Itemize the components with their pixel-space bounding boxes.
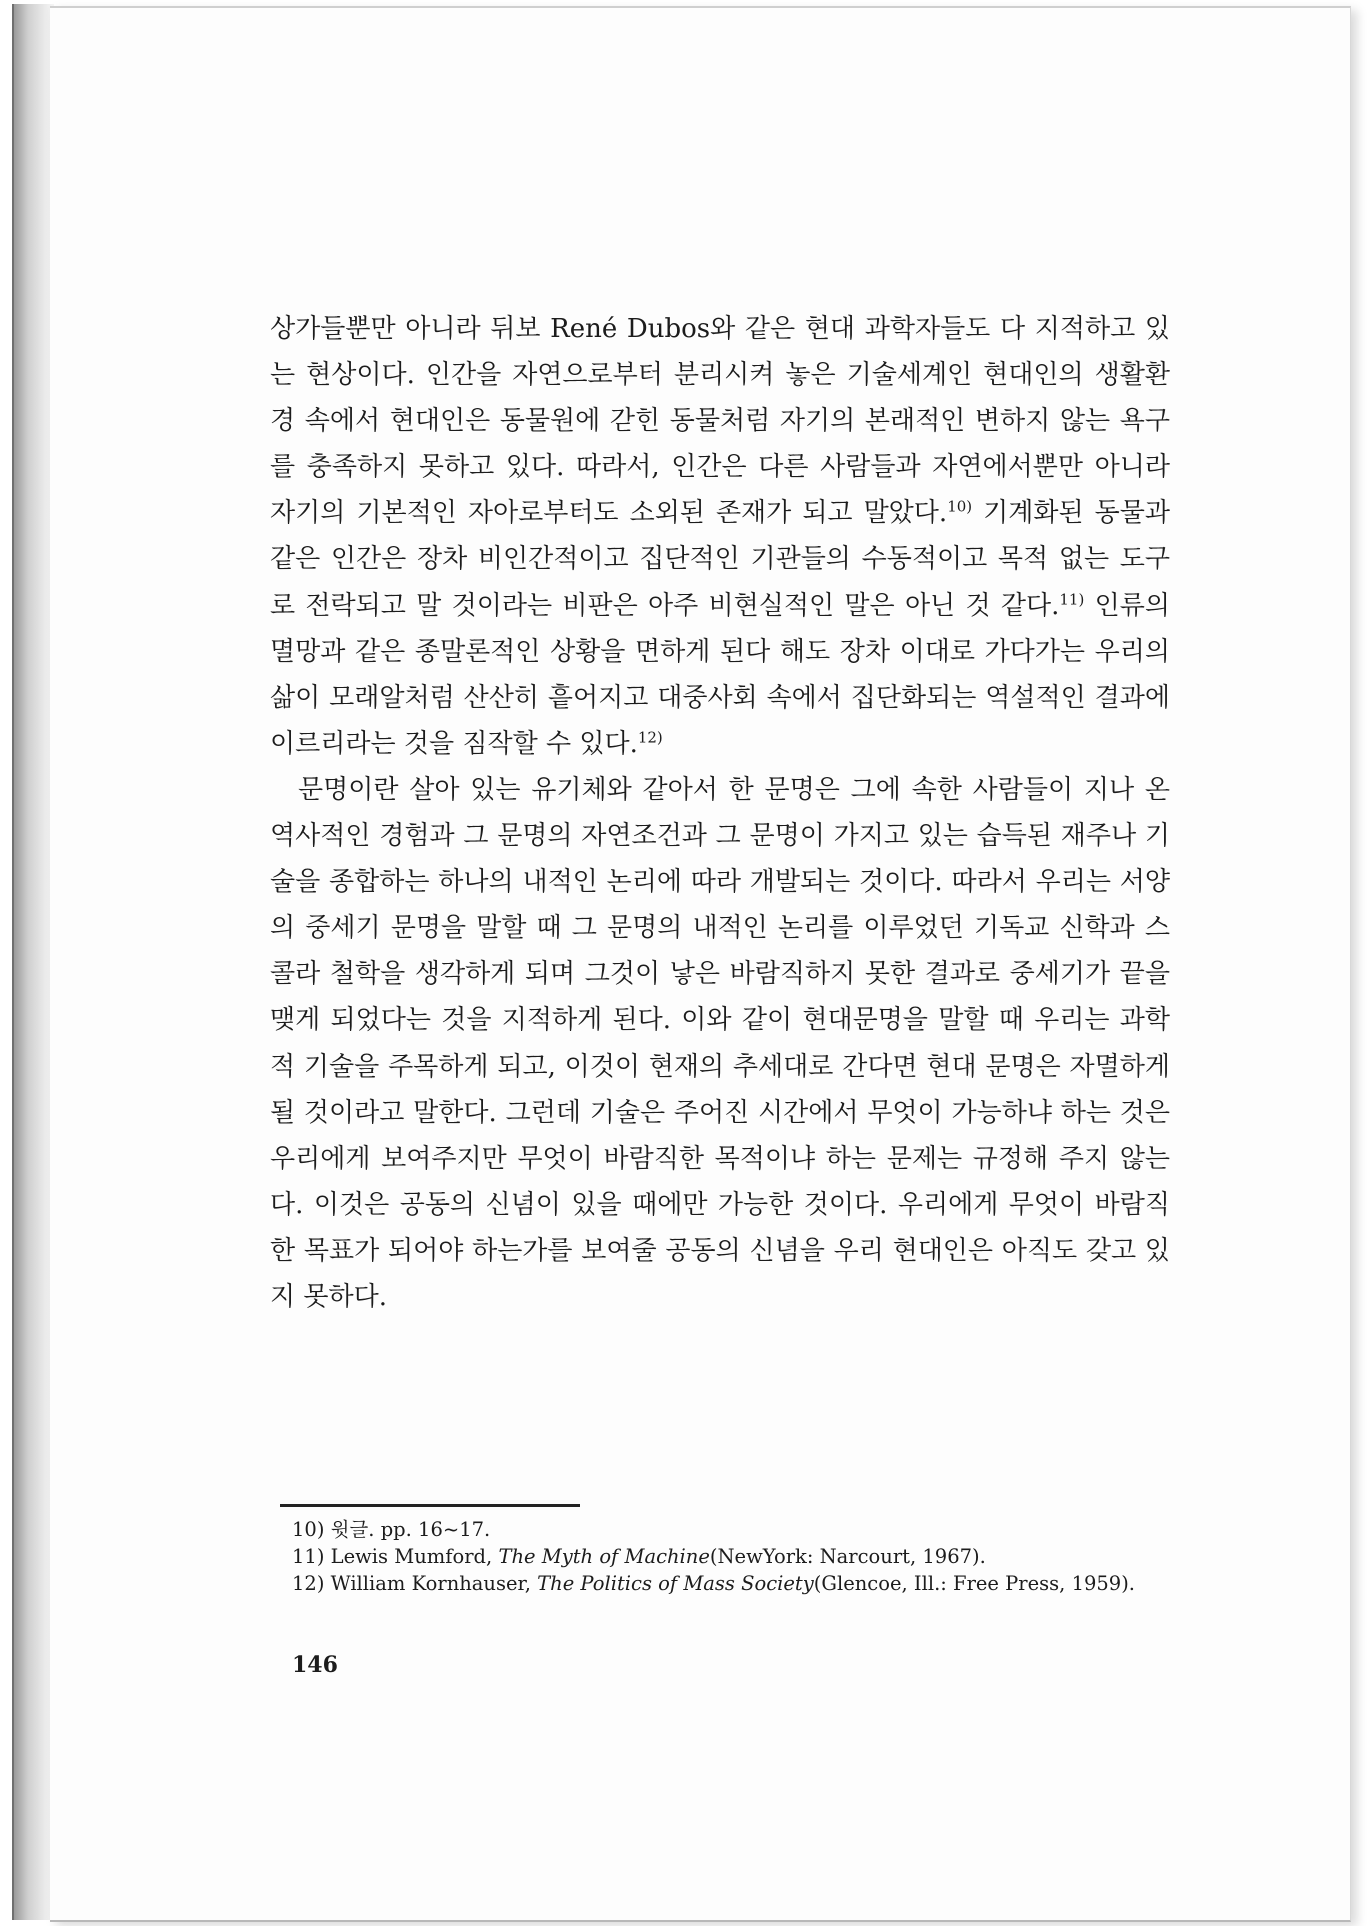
footnote-12 [292, 1570, 1172, 1597]
body-text [270, 306, 1170, 1320]
footnote-author: Lewis Mumford, [330, 1545, 499, 1568]
footnote-number: 11) [292, 1545, 325, 1568]
note-ref-10: 10) [947, 497, 973, 516]
footnote-publication: (Glencoe, Ill.: Free Press, 1959). [813, 1572, 1135, 1595]
paragraph-2: 문명이란 살아 있는 유기체와 같아서 한 문명은 그에 속한 사람들이 지나 온 역사적인 경험과 그 문명의 자연조건과 그 문명이 가지고 있는 습득된 재주나 기술을 종합하는 하나의 내적인 논리에 따라 개발되는 것이다. 따라서 우리는 서양의 중세기 문명을 말할 때 그 문명의 내적인 논리를 이루었던 기독교 신학과 스콜라 철학을 생각하게 되며 그것이 낳은 바람직하지 못한 결과로 중세기가 끝을 맺게 되었다는 것을 지적하게 된다. 이와 같이 현대문명을 말할 때 우리는 과학적 기술을 주목하게 되고, 이것이 현재의 추세대로 간다면 현대 문명은 자멸하게 될 것이라고 말한다. 그런데 기술은 주어진 시간에서 무엇이 가능하냐 하는 것은 우리에게 보여주지만 무엇이 바람직한 목적이냐 하는 문제는 규정해 주지 않는다. 이것은 공동의 신념이 있을 때에만 가능한 것이다. 우리에게 무엇이 바람직한 목표가 되어야 하는가를 보여줄 공동의 신념을 우리 현대인은 아직도 갖고 있지 못하다. [270, 774, 1171, 1312]
footnote-11 [292, 1543, 1172, 1570]
note-ref-12: 12) [637, 728, 663, 747]
footnote-text: 윗글. pp. 16~17. [330, 1518, 491, 1541]
paragraph-1 [270, 306, 1170, 767]
footnote-10 [292, 1516, 1172, 1543]
paragraph-1-text-a: 상가들뿐만 아니라 뒤보 René Dubos와 같은 현대 과학자들도 다 지적하고 있는 현상이다. 인간을 자연으로부터 분리시켜 놓은 기술세계인 현대인의 생활환경 속에서 현대인은 동물원에 갇힌 동물처럼 자기의 본래적인 변하지 않는 욕구를 충족하지 못하고 있다. 따라서, 인간은 다른 사람들과 자연에서뿐만 아니라 자기의 기본적인 자아로부터도 소외된 존재가 되고 말았다. [270, 314, 1171, 529]
footnote-author: William Kornhauser, [330, 1572, 538, 1595]
page-number: 146 [292, 1652, 338, 1678]
paragraph-1-text-b: 기계화된 동물과 같은 인간은 장차 비인간적이고 집단적인 기관들의 수동적이고 목적 없는 도구로 전락되고 말 것이라는 비판은 아주 비현실적인 말은 아닌 것 같다. [270, 498, 1170, 621]
footnote-divider [280, 1504, 580, 1507]
note-ref-11: 11) [1059, 589, 1085, 608]
footnote-book-title: The Politics of Mass Society [537, 1572, 814, 1595]
footnotes [292, 1516, 1172, 1597]
footnote-publication: (NewYork: Narcourt, 1967). [709, 1545, 986, 1568]
footnote-number: 10) [292, 1518, 325, 1541]
book-page-edge [12, 4, 54, 1920]
footnote-number: 12) [292, 1572, 325, 1595]
footnote-book-title: The Myth of Machine [498, 1545, 710, 1568]
paragraph-1-text-c: 인류의 멸망과 같은 종말론적인 상황을 면하게 된다 해도 장차 이대로 가다가는 우리의 삶이 모래알처럼 산산히 흩어지고 대중사회 속에서 집단화되는 역설적인 결과에 이르리라는 것을 짐작할 수 있다. [270, 590, 1171, 759]
